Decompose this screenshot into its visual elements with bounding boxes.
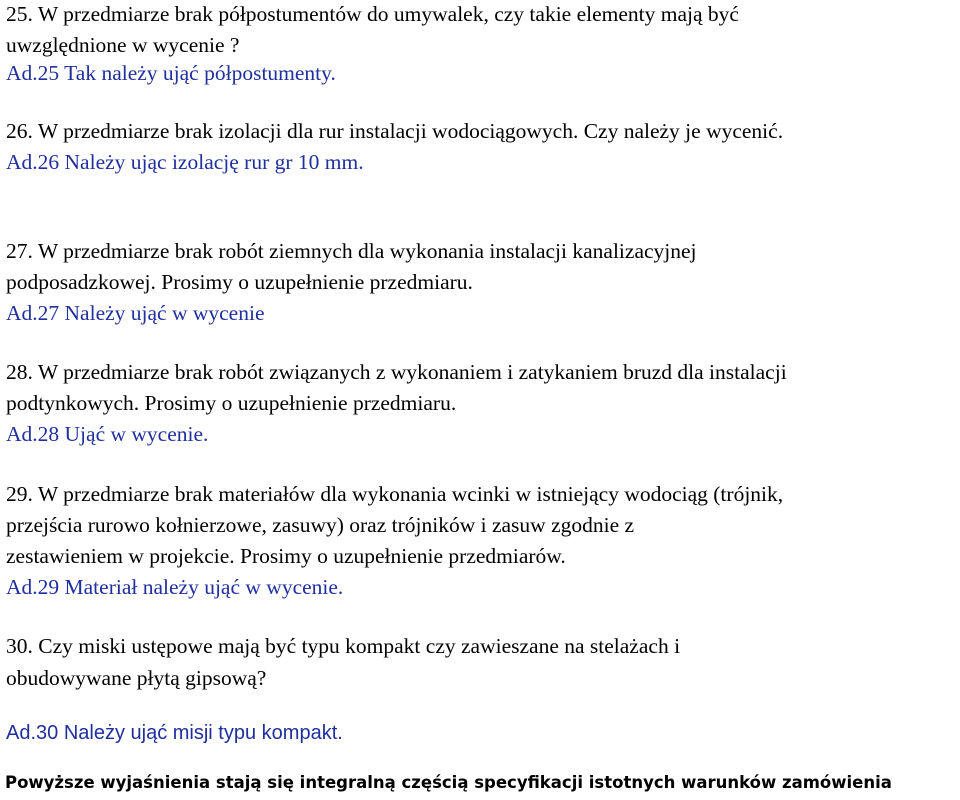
question-30-line-1: 30. Czy miski ustępowe mają być typu kompakt czy zawieszane na stelażach i [6, 634, 681, 658]
answer-29: Ad.29 Materiał należy ująć w wycenie. [6, 575, 344, 599]
question-29-line-3: zestawieniem w projekcie. Prosimy o uzupełnienie przedmiarów. [6, 544, 566, 568]
answer-28: Ad.28 Ująć w wycenie. [6, 422, 209, 446]
question-28-line-1: 28. W przedmiarze brak robót związanych z wykonaniem i zatykaniem bruzd dla instalacji [6, 360, 787, 384]
answer-30: Ad.30 Należy ująć misji typu kompakt. [6, 722, 343, 744]
question-30-line-2: obudowywane płytą gipsową? [6, 666, 267, 690]
answer-26: Ad.26 Należy ując izolację rur gr 10 mm. [6, 150, 364, 174]
footer-note: Powyższe wyjaśnienia stają się integralną częścią specyfikacji istotnych warunków zamówienia [5, 773, 892, 792]
question-27-line-2: podposadzkowej. Prosimy o uzupełnienie przedmiaru. [6, 270, 473, 294]
question-25-line-1: 25. W przedmiarze brak półpostumentów do umywalek, czy takie elementy mają być [6, 2, 739, 26]
question-27-line-1: 27. W przedmiarze brak robót ziemnych dla wykonania instalacji kanalizacyjnej [6, 239, 697, 263]
question-28-line-2: podtynkowych. Prosimy o uzupełnienie przedmiaru. [6, 391, 457, 415]
answer-27: Ad.27 Należy ująć w wycenie [6, 301, 265, 325]
question-29-line-1: 29. W przedmiarze brak materiałów dla wykonania wcinki w istniejący wodociąg (trójnik, [6, 482, 784, 506]
question-25-line-2: uwzględnione w wycenie ? [6, 33, 240, 57]
question-26-line-1: 26. W przedmiarze brak izolacji dla rur instalacji wodociągowych. Czy należy je wycenić. [6, 119, 784, 143]
question-29-line-2: przejścia rurowo kołnierzowe, zasuwy) oraz trójników i zasuw zgodnie z [6, 513, 635, 537]
answer-25: Ad.25 Tak należy ująć półpostumenty. [6, 61, 336, 85]
